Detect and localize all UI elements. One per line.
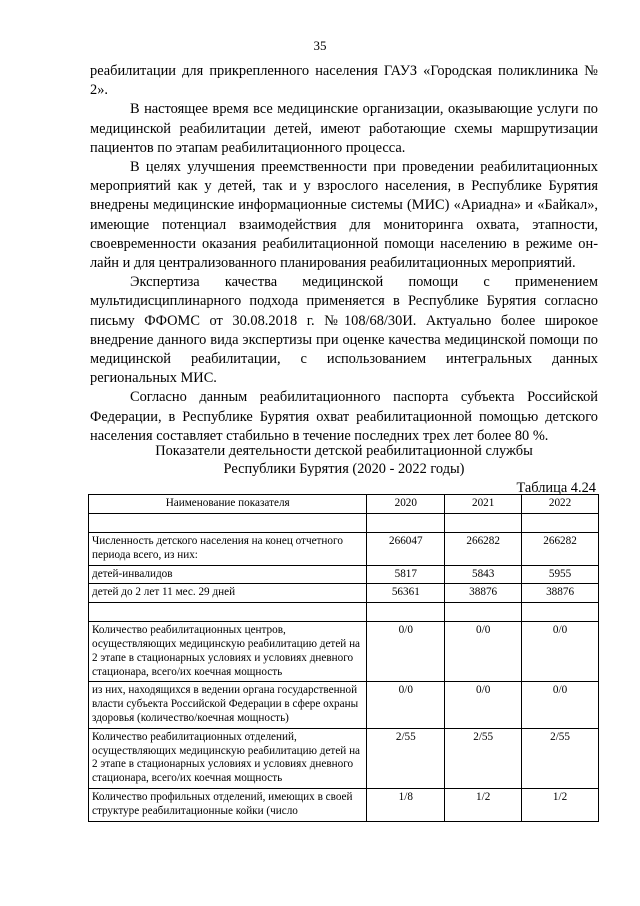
table-caption	[90, 442, 598, 478]
indicator-name: Численность детского населения на конец отчетного периода всего, из них:	[89, 533, 367, 566]
table-row	[89, 788, 599, 821]
table-spacer-row	[89, 603, 599, 622]
value-2022: 2/55	[522, 728, 599, 788]
value-2022: 0/0	[522, 682, 599, 728]
table-row	[89, 728, 599, 788]
value-2022: 5955	[522, 565, 599, 584]
table-label: Таблица 4.24	[516, 480, 596, 496]
value-2021: 2/55	[445, 728, 522, 788]
value-2020: 0/0	[367, 622, 445, 682]
caption-line-2: Республики Бурятия (2020 - 2022 годы)	[223, 461, 465, 477]
value-2020: 266047	[367, 533, 445, 566]
value-2022: 0/0	[522, 622, 599, 682]
paragraph: В настоящее время все медицинские организации, оказывающие услуги по медицинской реабилитации детей, имеют работающие схемы маршрутизации пациентов по этапам реабилитационного процесса.	[90, 101, 598, 156]
indicator-name: Количество профильных отделений, имеющих в своей структуре реабилитационные койки (число	[89, 788, 367, 821]
table-row	[89, 533, 599, 566]
value-2021: 5843	[445, 565, 522, 584]
table-row	[89, 565, 599, 584]
page-number: 35	[313, 38, 327, 53]
header-2022: 2022	[522, 495, 599, 514]
header-indicator: Наименование показателя	[89, 495, 367, 514]
table-row	[89, 682, 599, 728]
indicator-name: Количество реабилитационных отделений, осуществляющих медицинскую реабилитацию детей на 2 этапе в стационарных условиях и условиях дневного стационара, всего/их коечная мощность	[89, 728, 367, 788]
caption-line-1: Показатели деятельности детской реабилитационной службы	[155, 443, 533, 459]
value-2021: 0/0	[445, 682, 522, 728]
paragraph: реабилитации для прикрепленного населения ГАУЗ «Городская поликлиника № 2».	[90, 63, 598, 99]
paragraph: Экспертиза качества медицинской помощи с применением мультидисциплинарного подхода применяется в Республике Бурятия согласно письму ФФОМС от 30.08.2018 г. №108/68/30И. Актуально более широкое внедрение данного вида экспертизы при оценке качества медицинской помощи по медицинской реабилитации, с использованием интегральных данных региональных МИС.	[90, 274, 598, 387]
value-2022: 1/2	[522, 788, 599, 821]
value-2020: 1/8	[367, 788, 445, 821]
body-text	[90, 62, 598, 446]
value-2020: 2/55	[367, 728, 445, 788]
indicator-name: детей до 2 лет 11 мес. 29 дней	[89, 584, 367, 603]
value-2020: 56361	[367, 584, 445, 603]
value-2022: 38876	[522, 584, 599, 603]
indicator-name: Количество реабилитационных центров, осуществляющих медицинскую реабилитацию детей на 2 этапе в стационарных условиях и условиях дневного стационара, всего/их коечная мощность	[89, 622, 367, 682]
header-2021: 2021	[445, 495, 522, 514]
table-row	[89, 622, 599, 682]
value-2022: 266282	[522, 533, 599, 566]
indicator-name: из них, находящихся в ведении органа государственной власти субъекта Российской Федерации в сфере охраны здоровья (количество/коечная мощность)	[89, 682, 367, 728]
value-2020: 5817	[367, 565, 445, 584]
value-2021: 38876	[445, 584, 522, 603]
paragraph: В целях улучшения преемственности при проведении реабилитационных мероприятий как у детей, так и у взрослого населения, в Республике Бурятия внедрены медицинские информационные системы (МИС) «Ариадна» и «Байкал», имеющие потенциал взаимодействия для мониторинга охвата, этапности, своевременности оказания реабилитационной помощи населению в режиме он-лайн и для централизованного планирования реабилитационных мероприятий.	[90, 159, 598, 272]
value-2021: 0/0	[445, 622, 522, 682]
table-row	[89, 584, 599, 603]
indicators-table	[88, 494, 599, 822]
table-spacer-row	[89, 514, 599, 533]
value-2021: 266282	[445, 533, 522, 566]
table-header-row	[89, 495, 599, 514]
value-2021: 1/2	[445, 788, 522, 821]
indicator-name: детей-инвалидов	[89, 565, 367, 584]
header-2020: 2020	[367, 495, 445, 514]
paragraph: Согласно данным реабилитационного паспорта субъекта Российской Федерации, в Республике Бурятия охват реабилитационной помощью детского населения составляет стабильно в течение последних трех лет более 80 %.	[90, 389, 598, 444]
value-2020: 0/0	[367, 682, 445, 728]
